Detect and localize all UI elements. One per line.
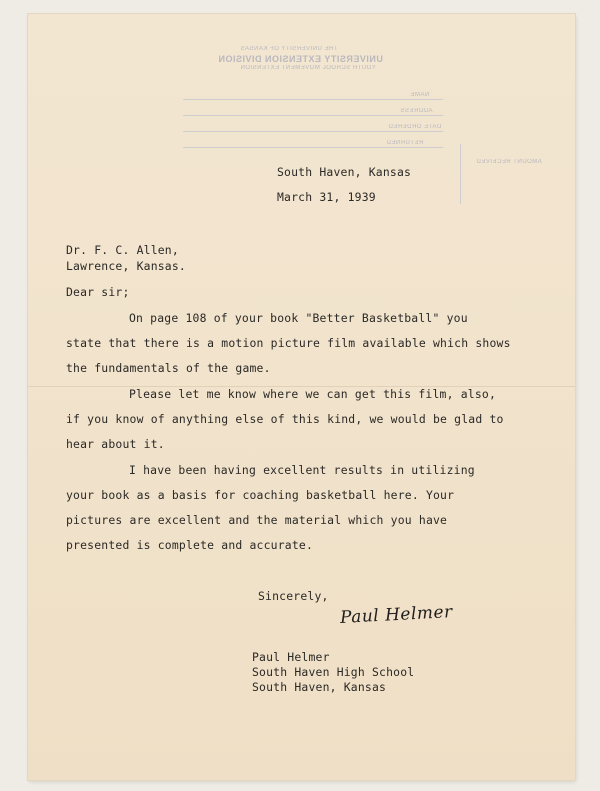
recipient-city: Lawrence, Kansas. bbox=[66, 259, 186, 273]
letterhead-rule bbox=[183, 131, 443, 132]
letterhead-rule bbox=[183, 99, 443, 100]
sender-school: South Haven High School bbox=[252, 665, 415, 679]
body-line: state that there is a motion picture film available which shows bbox=[66, 336, 511, 350]
sender-name: Paul Helmer bbox=[252, 650, 330, 664]
body-line: the fundamentals of the game. bbox=[66, 361, 271, 375]
body-line: your book as a basis for coaching basketball here. Your bbox=[66, 488, 455, 502]
body-line: hear about it. bbox=[66, 437, 165, 451]
signature: Paul Helmer bbox=[339, 602, 454, 628]
recipient-name: Dr. F. C. Allen, bbox=[66, 243, 179, 257]
letter-page bbox=[28, 14, 575, 780]
letterhead-field-returned: RETURNED bbox=[386, 140, 424, 146]
body-line: Please let me know where we can get this film, also, bbox=[129, 387, 497, 401]
letterhead-field-name: NAME bbox=[410, 92, 430, 98]
body-line: I have been having excellent results in utilizing bbox=[129, 463, 475, 477]
letterhead-line-3: YOUTH SCHOOL MOVEMENT EXTENSION bbox=[240, 65, 376, 71]
letterhead-line-2: UNIVERSITY EXTENSION DIVISION bbox=[218, 54, 383, 64]
body-line: if you know of anything else of this kind, we would be glad to bbox=[66, 412, 504, 426]
body-line: pictures are excellent and the material which you have bbox=[66, 513, 448, 527]
salutation: Dear sir; bbox=[66, 285, 130, 299]
letterhead-rule bbox=[183, 147, 443, 148]
closing: Sincerely, bbox=[258, 589, 329, 603]
body-line: On page 108 of your book "Better Basketball" you bbox=[129, 311, 468, 325]
letterhead-vertical-rule bbox=[460, 144, 461, 204]
letterhead-field-margin: AMOUNT RECEIVED bbox=[476, 159, 542, 165]
heading-place: South Haven, Kansas bbox=[277, 165, 412, 179]
letterhead-field-address: ADDRESS bbox=[400, 108, 433, 114]
letterhead-rule bbox=[183, 115, 443, 116]
letterhead-field-date: DATE ORDERED bbox=[388, 124, 442, 130]
sender-city: South Haven, Kansas bbox=[252, 680, 387, 694]
letterhead-line-1: THE UNIVERSITY OF KANSAS bbox=[240, 46, 338, 52]
heading-date: March 31, 1939 bbox=[277, 190, 376, 204]
body-line: presented is complete and accurate. bbox=[66, 538, 314, 552]
